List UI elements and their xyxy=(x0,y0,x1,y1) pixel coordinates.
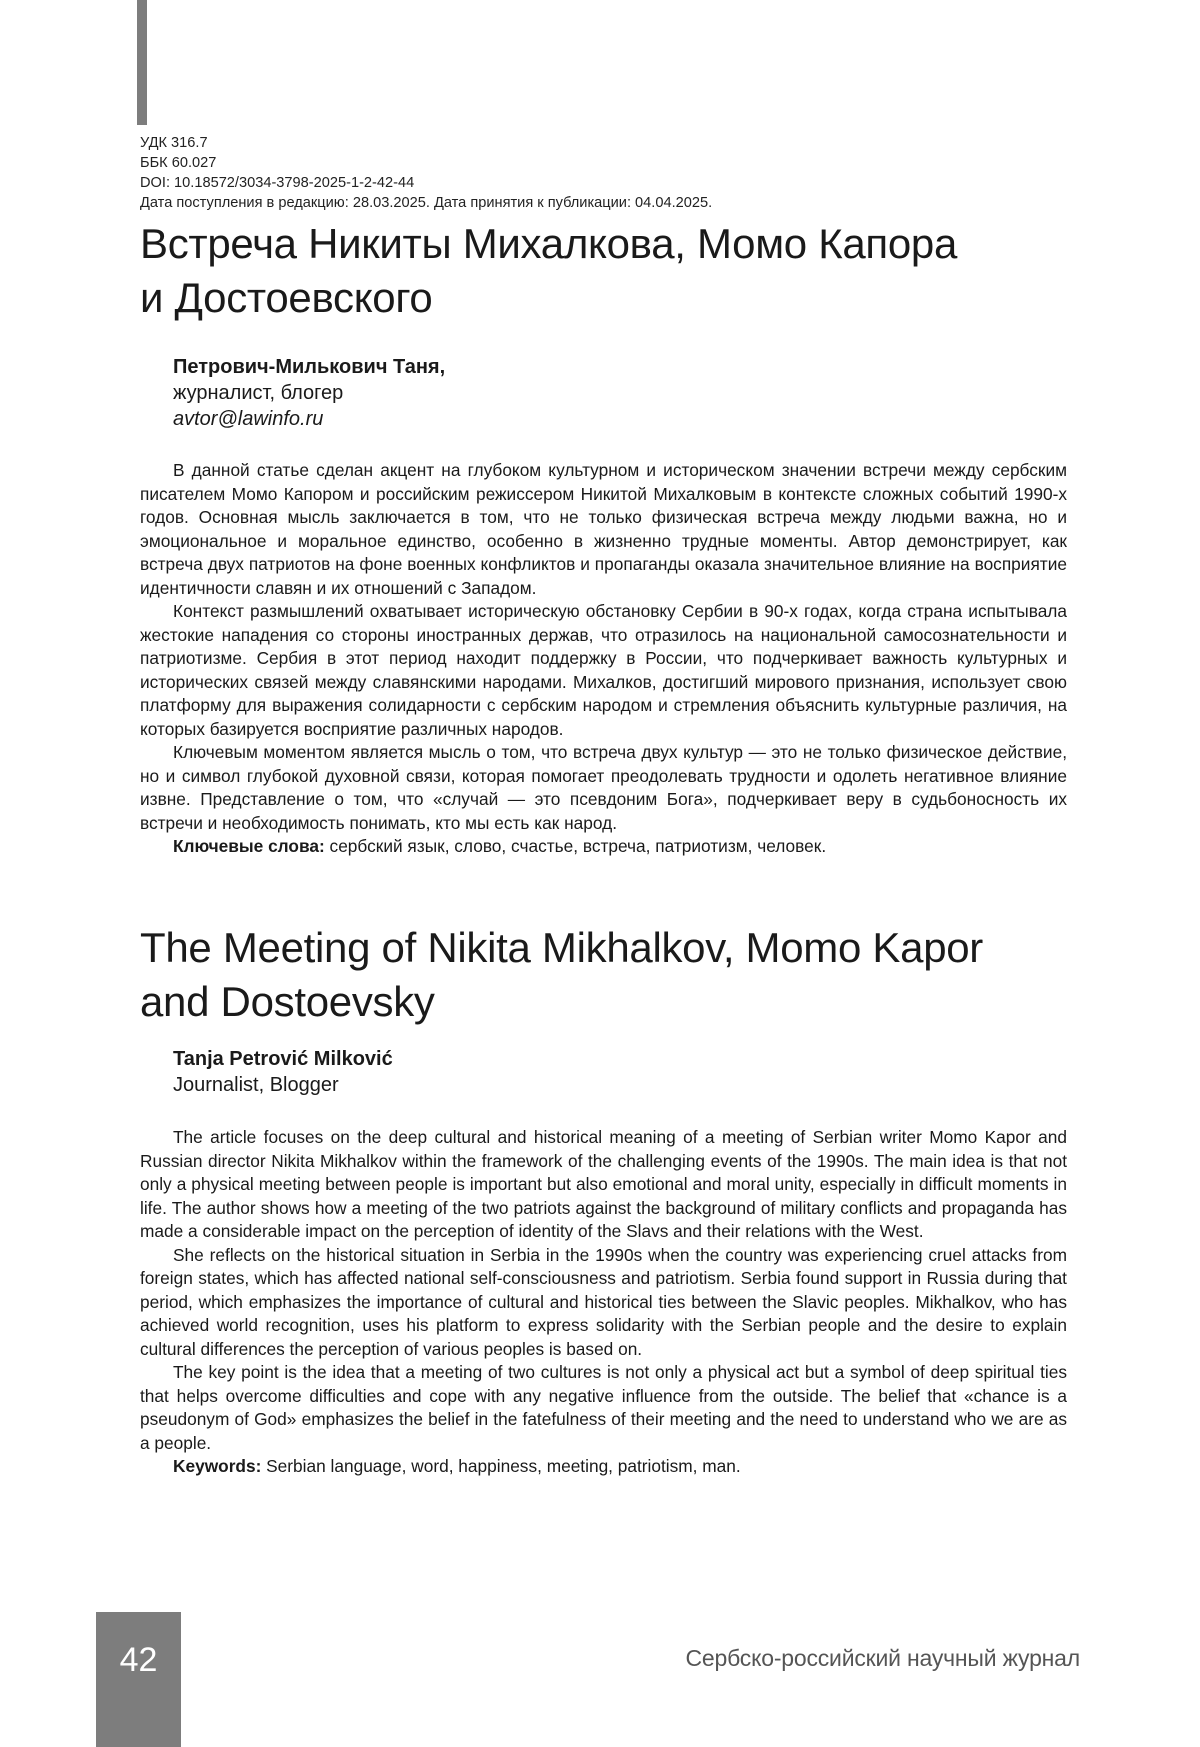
author-email[interactable]: avtor@lawinfo.ru xyxy=(173,408,324,430)
submission-dates: Дата поступления в редакцию: 28.03.2025. Дата принятия к публикации: 04.04.2025. xyxy=(140,195,713,211)
page-number: 42 xyxy=(119,1641,158,1679)
abstract-ru-paragraph: Ключевым моментом является мысль о том, что встреча двух культур — это не только физическое действие, но и символ глубокой духовной связи, которая помогает преодолевать трудности и одолеть негативное влияние извне. Представление о том, что «случай — это псевдоним Бога», подчеркивает веру в судьбоносность их встречи и необходимость понимать, кто мы есть как народ. xyxy=(140,742,1067,833)
abstract-en-paragraph: The article focuses on the deep cultural and historical meaning of a meeting of Serbian writer Momo Kapor and Russian director Nikita Mikhalkov within the framework of the challenging events of the 1990s. The main idea is that not only a physical meeting between people is important but also emotional and moral unity, especially in difficult moments in life. The author shows how a meeting of the two patriots against the background of military conflicts and propaganda has made a considerable impact on the perception of identity of the Slavs and their relations with the West. xyxy=(140,1127,1067,1241)
page-number-box xyxy=(96,1612,181,1747)
author-role-en: Journalist, Blogger xyxy=(173,1074,339,1096)
keywords-ru-list: сербский язык, слово, счастье, встреча, патриотизм, человек. xyxy=(324,836,827,856)
abstract-ru xyxy=(140,459,1067,859)
abstract-en-paragraph: She reflects on the historical situation in Serbia in the 1990s when the country was experiencing cruel attacks from foreign states, which has affected national self-consciousness and patriotism. Serbia found support in Russia during that period, which emphasizes the importance of cultural and historical ties between the Slavic peoples. Mikhalkov, who has achieved world recognition, uses his platform to express solidarity with the Serbian people and the desire to explain cultural differences the perception of various peoples is based on. xyxy=(140,1244,1067,1359)
journal-name: Сербско-российский научный журнал xyxy=(685,1645,1080,1671)
article-metadata xyxy=(140,133,712,213)
author-block-ru xyxy=(173,354,445,432)
article-title-en xyxy=(140,921,983,1029)
top-accent-bar xyxy=(137,0,147,125)
keywords-ru xyxy=(140,835,1067,859)
abstract-en-paragraph: The key point is the idea that a meeting of two cultures is not only a physical act but a symbol of deep spiritual ties that helps overcome difficulties and cope with any negative influence from the outside. The belief that «chance is a pseudonym of God» emphasizes the belief in the fatefulness of their meeting and the need to understand who we are as a people. xyxy=(140,1362,1067,1453)
abstract-ru-paragraph: В данной статье сделан акцент на глубоком культурном и историческом значении встречи между сербским писателем Момо Капором и российским режиссером Никитой Михалковым в контексте сложных событий 1990-х годов. Основная мысль заключается в том, что не только физическая встреча между людьми важна, но и эмоциональное и моральное единство, особенно в жизненно трудные моменты. Автор демонстрирует, как встреча двух патриотов на фоне военных конфликтов и пропаганды оказала значительное влияние на восприятие идентичности славян и их отношений с Западом. xyxy=(140,460,1067,598)
doi: DOI: 10.18572/3034-3798-2025-1-2-42-44 xyxy=(140,175,415,191)
udk-code: УДК 316.7 xyxy=(140,135,208,151)
title-ru-line-2: и Достоевского xyxy=(140,274,433,321)
author-name-en: Tanja Petrović Milković xyxy=(173,1048,393,1070)
title-en-line-1: The Meeting of Nikita Mikhalkov, Momo Kapor xyxy=(140,924,983,971)
article-title-ru xyxy=(140,217,957,325)
keywords-en-label: Keywords: xyxy=(173,1456,262,1476)
abstract-en xyxy=(140,1126,1067,1479)
author-block-en xyxy=(173,1046,393,1098)
abstract-ru-paragraph: Контекст размышлений охватывает историческую обстановку Сербии в 90-х годах, когда страна испытывала жестокие нападения со стороны иностранных держав, что отразилось на национальной самосознательности и патриотизме. Сербия в этот период находит поддержку в России, что подчеркивает важность культурных и исторических связей между славянскими народами. Михалков, достигший мирового признания, использует свою платформу для выражения солидарности с сербским народом и стремления объяснить культурные различия, на которых базируется восприятие различных народов. xyxy=(140,601,1067,739)
title-en-line-2: and Dostoevsky xyxy=(140,978,435,1025)
bbk-code: ББК 60.027 xyxy=(140,155,217,171)
keywords-en xyxy=(140,1455,1067,1479)
title-ru-line-1: Встреча Никиты Михалкова, Момо Капора xyxy=(140,220,958,267)
author-name-ru: Петрович-Милькович Таня, xyxy=(173,356,446,378)
keywords-en-list: Serbian language, word, happiness, meeting, patriotism, man. xyxy=(261,1456,741,1476)
author-role-ru: журналист, блогер xyxy=(173,382,344,404)
keywords-ru-label: Ключевые слова: xyxy=(173,836,325,856)
